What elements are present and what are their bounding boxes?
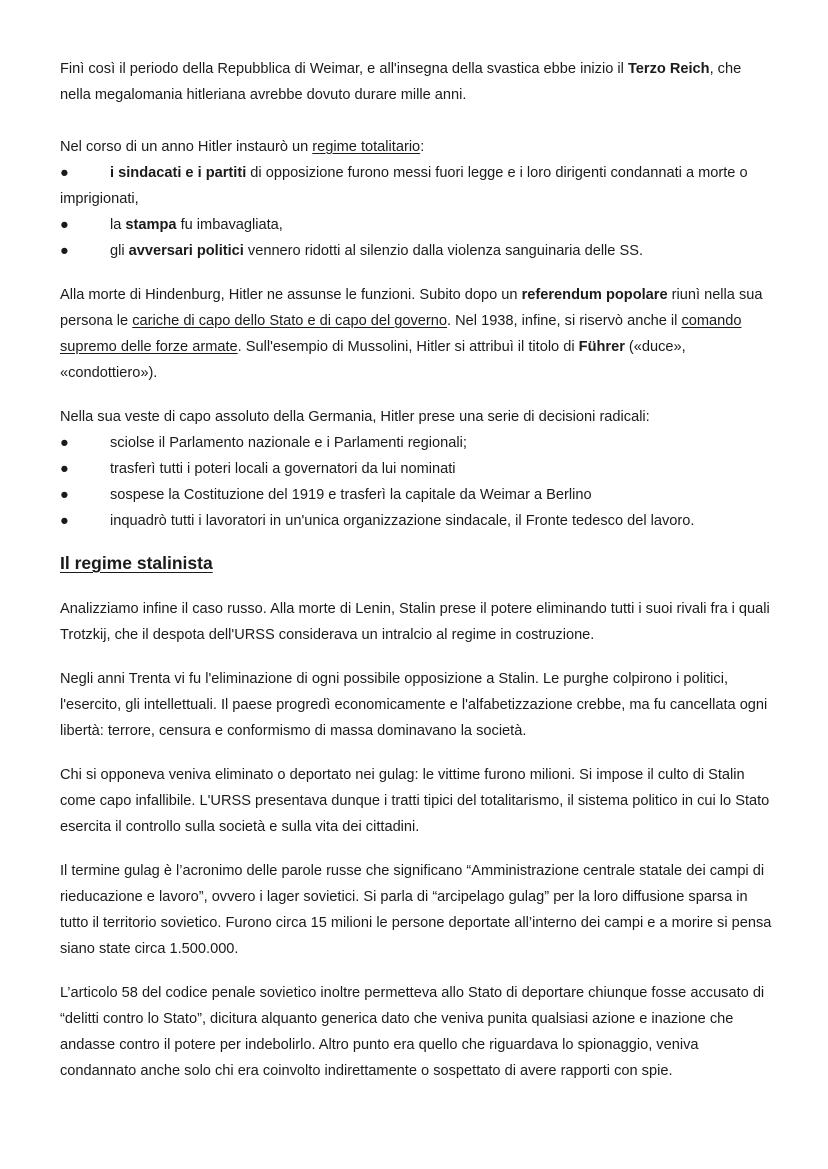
- list-item: ● i sindacati e i partiti di opposizione furono messi fuori legge e i loro dirigenti condannati a morte o imprigionati,: [60, 160, 772, 212]
- bullet-icon: ●: [60, 435, 69, 451]
- paragraph-terzo-reich: Finì così il periodo della Repubblica di Weimar, e all'insegna della svastica ebbe inizio il Terzo Reich, che nella megalomania hitleriana avrebbe dovuto durare mille anni.: [60, 61, 742, 103]
- bullet-icon: ●: [60, 487, 69, 503]
- bold-terzo-reich: Terzo Reich: [627, 61, 710, 77]
- bullet-icon: ●: [60, 461, 69, 477]
- underline-regime-totalitario: regime totalitario: [312, 139, 421, 155]
- paragraph-gulag-vittime: Chi si opponeva veniva eliminato o deportato nei gulag: le vittime furono milioni. Si impose il culto di Stalin come capo infallibile. L'URSS presentava dunque i tratti tipici del totalitarismo, il sistema politico in cui lo Stato esercita il controllo sulla società e sulla vita dei cittadini.: [60, 767, 770, 835]
- paragraph-caso-russo: Analizziamo infine il caso russo. Alla morte di Lenin, Stalin prese il potere eliminando tutti i suoi rivali fra i quali Trotzkij, che il despota dell'URSS considerava un intralcio al regime in costruzione.: [60, 601, 770, 643]
- list-item: ● trasferì tutti i poteri locali a governatori da lui nominati: [60, 456, 772, 482]
- bullet-icon: ●: [60, 513, 69, 529]
- list-decisioni: [60, 430, 772, 534]
- paragraph-anni-trenta: Negli anni Trenta vi fu l'eliminazione di ogni possibile opposizione a Stalin. Le purghe colpirono i politici, l'esercito, gli intellettuali. Il paese progredì economicamente e l'alfabetizzazione crebbe, ma fu cancellata ogni libertà: terrore, censura e conformismo di massa dominavano la società.: [60, 671, 768, 739]
- list-item: ● sciolse il Parlamento nazionale e i Parlamenti regionali;: [60, 430, 772, 456]
- paragraph-hindenburg: Alla morte di Hindenburg, Hitler ne assunse le funzioni. Subito dopo un referendum popolare riunì nella sua persona le cariche di capo dello Stato e di capo del governo. Nel 1938, infine, si riservò anche il comando supremo delle forze armate. Sull'esempio di Mussolini, Hitler si attribuì il titolo di Führer («duce», «condottiero»).: [60, 287, 763, 381]
- paragraph-articolo-58: L’articolo 58 del codice penale sovietico inoltre permetteva allo Stato di deportare chiunque fosse accusato di “delitti contro lo Stato”, dicitura alquanto generica dato che veniva punita qualsiasi azione e inazione che andasse contro il potere per indebolirlo. Altro punto era quello che riguardava lo spionaggio, veniva condannato anche solo chi era coinvolto indirettamente o sospettato di avere rapporti con spie.: [60, 985, 765, 1079]
- document-body: [60, 56, 772, 1084]
- bullet-icon: ●: [60, 243, 69, 259]
- list-item: ● sospese la Costituzione del 1919 e trasferì la capitale da Weimar a Berlino: [60, 482, 772, 508]
- section-heading: Il regime stalinista: [60, 553, 213, 573]
- list-regime-measures: [60, 160, 772, 264]
- paragraph-gulag-termine: Il termine gulag è l’acronimo delle parole russe che significano “Amministrazione centrale statale dei campi di rieducazione e lavoro”, ovvero i lager sovietici. Si parla di “arcipelago gulag” per la loro diffusione sparsa in tutto il territorio sovietico. Furono circa 15 milioni le persone deportate all’interno dei campi e a morire si pensa siano state circa 1.500.000.: [60, 863, 772, 957]
- paragraph-regime-totalitario: Nel corso di un anno Hitler instaurò un regime totalitario:: [60, 139, 425, 155]
- list-item: ● la stampa fu imbavagliata,: [60, 212, 772, 238]
- bullet-icon: ●: [60, 217, 69, 233]
- list-item: ● gli avversari politici vennero ridotti al silenzio dalla violenza sanguinaria delle SS.: [60, 238, 772, 264]
- paragraph-decisioni: Nella sua veste di capo assoluto della Germania, Hitler prese una serie di decisioni radicali:: [60, 409, 650, 425]
- list-item: ● inquadrò tutti i lavoratori in un'unica organizzazione sindacale, il Fronte tedesco del lavoro.: [60, 508, 772, 534]
- bullet-icon: ●: [60, 165, 69, 181]
